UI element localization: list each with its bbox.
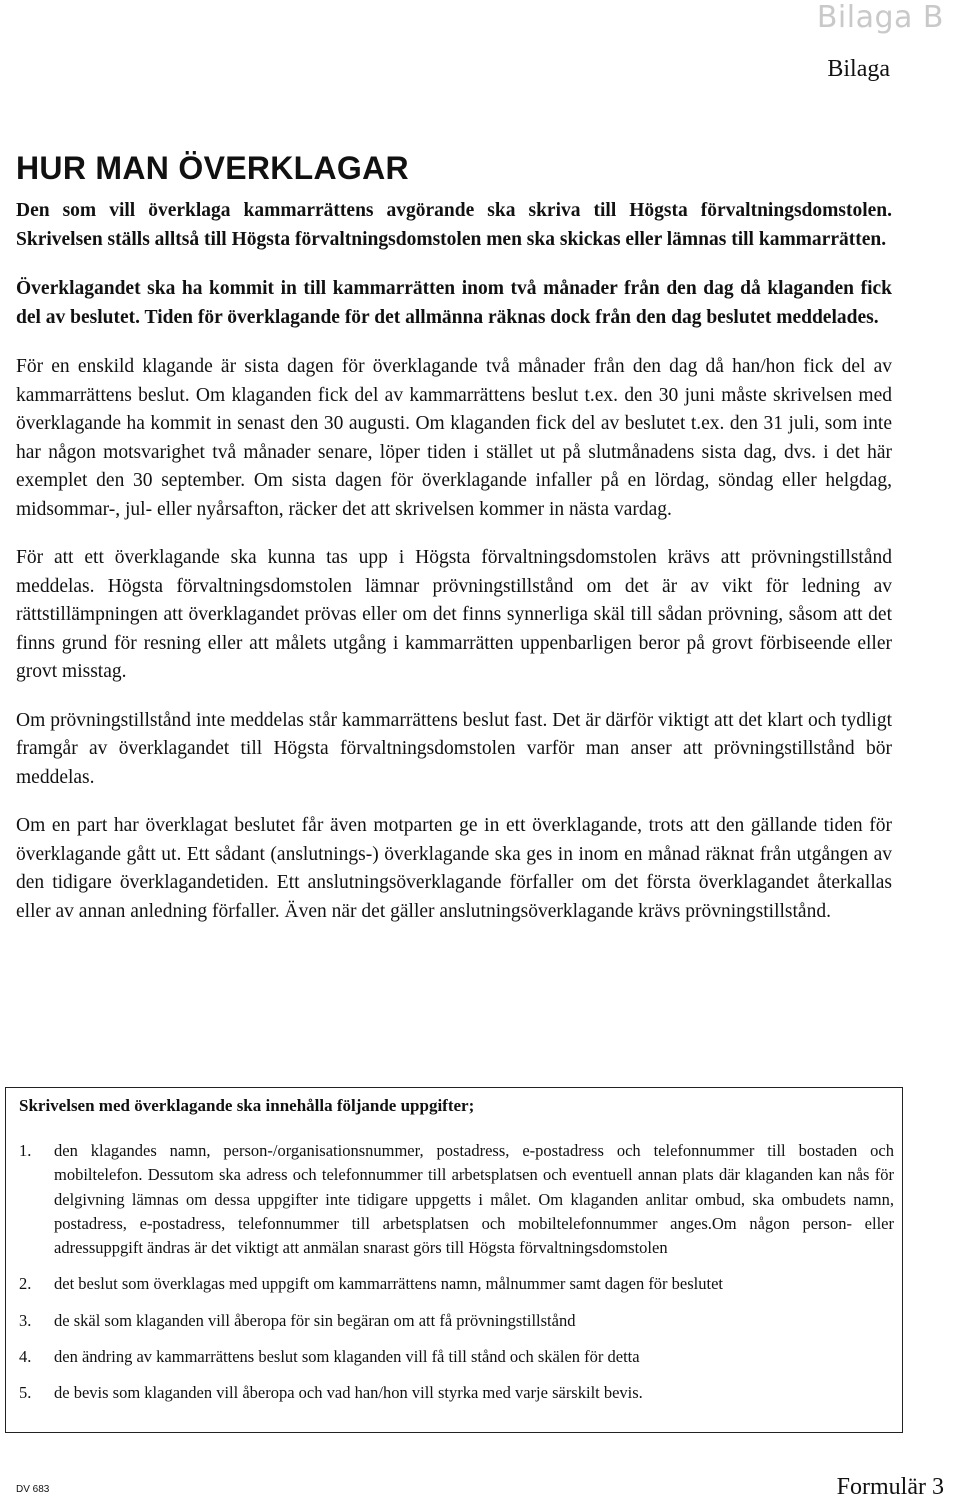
form-code: DV 683 <box>16 1484 50 1495</box>
list-item-text: den klagandes namn, person-/organisationsnummer, postadress, e-postadress och telefonnummer till bostaden och mobiltelefon. Dessutom ska adress och telefonnummer till arbetsplatsen och eventuell annan plats där klaganden kan nås för delgivning lämnas om dessa uppgifter inte tidigare uppgetts i målet. Om klaganden anlitar ombud, ska ombudets namn, postadress, e-postadress, telefonnummer till arbetsplatsen och mobiltelefonnummer anges.Om någon person- eller adressuppgift ändras är det viktigt att anmälan snarast görs till Högsta förvaltningsdomstolen <box>54 1141 894 1258</box>
paragraph-cross-appeal: Om en part har överklagat beslutet får även motparten ge in ett överklagande, trots att den gällande tiden för överklagande gått ut. Ett sådant (anslutnings-) överklagande ska ges in inom en månad räknat från utgången av den tidigare överklagandetiden. Ett anslutningsöverklagande förfaller om det första överklagandet återkallas eller av annan anledning förfaller. Även när det gäller anslutningsöverklagande krävs prövningstillstånd. <box>16 815 892 922</box>
list-item <box>19 1139 894 1260</box>
paragraph-deadline: Överklagandet ska ha kommit in till kammarrätten inom två månader från den dag då klaganden fick del av beslutet. Tiden för överklagande för det allmänna räknas dock från den dag beslutet meddelades. <box>16 278 892 328</box>
list-item <box>19 1381 894 1405</box>
requirements-title: Skrivelsen med överklagande ska innehålla följande uppgifter; <box>19 1096 475 1115</box>
list-item-number: 5. <box>19 1383 32 1403</box>
paragraph-individual: För en enskild klagande är sista dagen för överklagande två månader från den dag då han/hon fick del av kammarrättens beslut. Om klaganden fick del av kammarrättens beslut t.ex. den 30 juni måste skrivelsen med överklagande ha kommit in senast den 30 augusti. Om klaganden fick del av beslutet t.ex. den 31 juli, som inte har någon motsvarighet två månader senare, löper tiden i stället ut på slutmånadens sista dag, dvs. i det här exemplet den 30 september. Om sista dagen för överklagande infaller på en lördag, söndag eller helgdag, midsommar-, jul- eller nyårsafton, räcker det att skrivelsen kommer in nästa vardag. <box>16 356 892 520</box>
page-title: HUR MAN ÖVERKLAGAR <box>16 150 409 186</box>
requirements-list <box>19 1139 894 1406</box>
list-item-text: den ändring av kammarrättens beslut som klaganden vill få till stånd och skälen för detta <box>54 1347 640 1367</box>
body-text <box>16 197 892 926</box>
list-item <box>19 1309 894 1333</box>
bilaga-label: Bilaga <box>827 56 890 82</box>
list-item-text: de skäl som klaganden vill åberopa för sin begäran om att få prövningstillstånd <box>54 1310 576 1330</box>
paragraph-intro: Den som vill överklaga kammarrättens avgörande ska skriva till Högsta förvaltningsdomstolen. Skrivelsen ställs alltså till Högsta förvaltningsdomstolen men ska skickas eller lämnas till kammarrätten. <box>16 200 892 250</box>
list-item-text: de bevis som klaganden vill åberopa och vad han/hon vill styrka med varje särskilt bevis. <box>54 1383 643 1403</box>
list-item <box>19 1272 894 1296</box>
list-item-number: 1. <box>19 1141 32 1160</box>
list-item <box>19 1345 894 1369</box>
list-item-text: det beslut som överklagas med uppgift om kammarrättens namn, målnummer samt dagen för beslutet <box>54 1274 723 1294</box>
watermark-label: Bilaga B <box>816 0 944 35</box>
requirements-box <box>5 1087 903 1433</box>
form-number: Formulär 3 <box>836 1474 944 1500</box>
list-item-number: 2. <box>19 1274 32 1294</box>
paragraph-leave: För att ett överklagande ska kunna tas upp i Högsta förvaltningsdomstolen krävs att prövningstillstånd meddelas. Högsta förvaltningsdomstolen lämnar prövningstillstånd om det är av vikt för ledning av rättstillämpningen att överklagandet prövas eller om det finns synnerliga skäl till sådan prövning, såsom att det finns grund för resning eller att målets utgång i kammarrätten uppenbarligen beror på grovt förbiseende eller grovt misstag. <box>16 547 892 682</box>
list-item-number: 3. <box>19 1310 32 1330</box>
list-item-number: 4. <box>19 1347 32 1367</box>
paragraph-denied: Om prövningstillstånd inte meddelas står kammarrättens beslut fast. Det är därför viktigt att det klart och tydligt framgår av överklagandet till Högsta förvaltningsdomstolen varför man anser att prövningstillstånd bör meddelas. <box>16 709 892 788</box>
